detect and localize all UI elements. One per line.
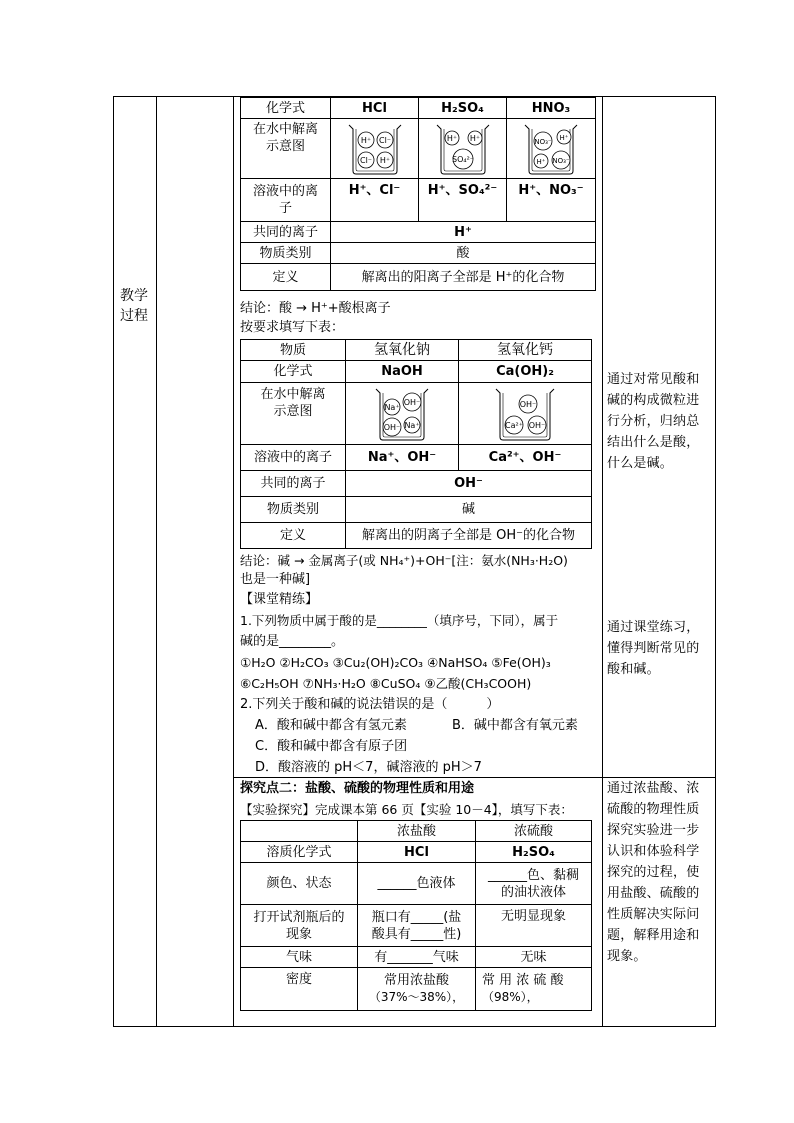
props-density-label: 密度 [241, 968, 358, 1011]
base-diagram-label-l1: 在水中解离 [260, 387, 326, 402]
beaker-hno3-icon [521, 121, 581, 177]
acid-diagram-label-l1: 在水中解离 [252, 122, 318, 137]
section-label-line2: 过程 [120, 308, 148, 324]
note-3 [607, 778, 699, 967]
props-header-h2so4: 浓硫酸 [476, 821, 592, 842]
practice-q1-line2: 碱的是________。 [240, 634, 345, 649]
ion-label: H⁺ [446, 133, 457, 143]
ion-label: OH⁻ [383, 422, 401, 432]
acid-header-h2so4: H₂SO₄ [419, 98, 507, 119]
note-2 [607, 617, 699, 680]
props-smell-label: 气味 [241, 947, 358, 968]
acid-conclusion: 结论：酸 → H⁺+酸根离子 [240, 301, 391, 316]
beaker-naoh-icon [372, 385, 432, 443]
acid-header-hcl: HCl [331, 98, 419, 119]
base-ions-naoh: Na⁺、OH⁻ [346, 445, 459, 471]
acid-beaker-h2so4-cell [419, 119, 507, 179]
practice-q2: 2.下列关于酸和碱的说法错误的是（ ） [240, 697, 500, 712]
props-header-hcl: 浓盐酸 [358, 821, 476, 842]
acid-header-hno3: HNO₃ [507, 98, 596, 119]
acid-ions-label-l2: 子 [278, 201, 292, 216]
note-1-line: 行分析，归纳总 [607, 414, 700, 429]
fill-instruction: 按要求填写下表： [240, 320, 345, 335]
base-common-label: 共同的离子 [241, 471, 346, 497]
base-beaker-naoh-cell [346, 383, 459, 445]
acid-ions-label [241, 179, 331, 222]
ion-label: H⁺ [360, 135, 371, 145]
ion-label: Na⁺ [404, 420, 420, 430]
beaker-h2so4-icon [433, 121, 493, 177]
ion-label: H⁺ [379, 155, 390, 165]
ion-label: Ca²⁺ [505, 420, 523, 430]
ion-label: H⁺ [536, 157, 546, 166]
props-open-label [241, 905, 358, 947]
props-color-h2so4 [476, 863, 592, 905]
props-color-h2so4-l1: ______色、黏稠 [487, 867, 579, 883]
base-header-substance: 物质 [241, 340, 346, 361]
ion-label: H⁺ [559, 133, 569, 142]
practice-heading: 【课堂精练】 [240, 592, 319, 607]
acid-ions-hcl: H⁺、Cl⁻ [331, 179, 419, 222]
note-3-line: 题，解释用途和 [607, 928, 700, 943]
note-3-line: 硫酸的物理性质 [607, 802, 700, 817]
note-1-line: 什么是碱。 [607, 456, 674, 471]
ion-label: Na⁺ [384, 402, 400, 412]
acid-ions-h2so4: H⁺、SO₄²⁻ [419, 179, 507, 222]
explore-title: 探究点二：盐酸、硫酸的物理性质和用途 [240, 781, 475, 796]
props-open-hcl-l2: 酸具有_____性) [371, 926, 462, 942]
practice-q1-options-line1: ①H₂O ②H₂CO₃ ③Cu₂(OH)₂CO₃ ④NaHSO₄ ⑤Fe(OH)₃ [240, 655, 551, 670]
props-smell-h2so4: 无味 [476, 947, 592, 968]
ion-label: SO₄²⁻ [451, 154, 474, 164]
props-open-hcl-l1: 瓶口有_____(盐 [371, 909, 462, 925]
base-header-naoh: 氢氧化钠 [346, 340, 459, 361]
base-category-value: 碱 [346, 497, 592, 523]
base-conclusion-line1: 结论：碱 → 金属离子(或 NH₄⁺)+OH⁻[注：氨水(NH₃·H₂O) [240, 553, 568, 568]
practice-option-b: B．碱中都含有氧元素 [452, 718, 578, 733]
note-1-line: 通过对常见酸和 [607, 372, 700, 387]
acid-category-label: 物质类别 [241, 243, 331, 264]
note-3-line: 探究实验进一步 [607, 823, 700, 838]
note-1-line: 结出什么是酸， [607, 435, 700, 450]
acid-beaker-hno3-cell [507, 119, 596, 179]
ion-label: NO₃⁻ [534, 137, 552, 146]
ion-label: Cl⁻ [359, 155, 372, 165]
props-solute-label: 溶质化学式 [241, 842, 358, 863]
props-smell-hcl: 有_______气味 [358, 947, 476, 968]
beaker-hcl-icon [345, 121, 405, 177]
base-definition-value: 解离出的阴离子全部是 OH⁻的化合物 [346, 523, 592, 549]
practice-option-c: C．酸和碱中都含有原子团 [255, 739, 408, 754]
props-color-h2so4-l2: 的油状液体 [500, 884, 566, 900]
acid-ions-hno3: H⁺、NO₃⁻ [507, 179, 596, 222]
practice-q1-options-line2: ⑥C₂H₅OH ⑦NH₃·H₂O ⑧CuSO₄ ⑨乙酸(CH₃COOH) [240, 676, 532, 691]
note-3-line: 认识和体验科学 [607, 844, 700, 859]
base-ions-caoh2: Ca²⁺、OH⁻ [459, 445, 592, 471]
props-density-h2so4 [476, 968, 592, 1011]
acid-header-formula: 化学式 [241, 98, 331, 119]
props-density-hcl [358, 968, 476, 1011]
props-color-hcl: ______色液体 [358, 863, 476, 905]
acid-diagram-label [241, 119, 331, 179]
props-solute-hcl: HCl [358, 842, 476, 863]
acid-ions-label-l1: 溶液中的离 [252, 184, 318, 199]
props-density-h2so4-l1: 常 用 浓 硫 酸 [482, 973, 564, 988]
base-ions-label: 溶液中的离子 [241, 445, 346, 471]
props-header-empty [241, 821, 358, 842]
note-3-line: 用盐酸、硫酸的 [607, 886, 700, 901]
note-2-line: 通过课堂练习， [607, 620, 700, 635]
props-density-h2so4-l2: （98%）， [482, 990, 539, 1004]
explore-instruction: 【实验探究】完成课本第 66 页【实验 10－4】，填写下表： [240, 802, 573, 817]
acid-common-value: H⁺ [331, 222, 596, 243]
note-1 [607, 369, 699, 474]
ion-label: OH⁻ [519, 399, 537, 409]
props-open-label-l1: 打开试剂瓶后的 [253, 909, 345, 925]
base-conclusion-line2: 也是一种碱] [240, 572, 311, 587]
base-table [240, 339, 592, 549]
note-3-line: 现象。 [607, 949, 647, 964]
practice-option-d: D．酸溶液的 pH＜7，碱溶液的 pH＞7 [255, 760, 482, 775]
note-3-line: 探究的过程，使 [607, 865, 700, 880]
props-density-hcl-l2: （37%～38%）， [368, 990, 465, 1004]
note-2-line: 懂得判断常见的 [607, 641, 700, 656]
ion-label: NO₃⁻ [552, 156, 570, 165]
acid-diagram-label-l2: 示意图 [265, 139, 305, 154]
base-diagram-label [241, 383, 346, 445]
props-open-h2so4: 无明显现象 [476, 905, 592, 947]
acid-table [240, 97, 596, 291]
base-definition-label: 定义 [241, 523, 346, 549]
base-formula-label: 化学式 [241, 361, 346, 383]
props-solute-h2so4: H₂SO₄ [476, 842, 592, 863]
base-beaker-caoh2-cell [459, 383, 592, 445]
props-open-hcl [358, 905, 476, 947]
props-open-label-l2: 现象 [285, 926, 312, 942]
practice-q1-line1: 1.下列物质中属于酸的是________（填序号，下同），属于 [240, 613, 559, 628]
ion-label: Cl⁻ [378, 135, 391, 145]
note-3-line: 性质解决实际问 [607, 907, 700, 922]
props-density-hcl-l1: 常用浓盐酸 [383, 973, 449, 988]
practice-option-a: A．酸和碱中都含有氢元素 [255, 718, 407, 733]
ion-label: H⁺ [469, 133, 480, 143]
beaker-caoh2-icon [492, 385, 558, 443]
acid-category-value: 酸 [331, 243, 596, 264]
note-1-line: 碱的构成微粒进 [607, 393, 700, 408]
base-common-value: OH⁻ [346, 471, 592, 497]
ion-label: OH⁻ [528, 420, 546, 430]
acid-definition-value: 解离出的阳离子全部是 H⁺的化合物 [331, 264, 596, 291]
base-formula-caoh2: Ca(OH)₂ [459, 361, 592, 383]
note-3-line: 通过浓盐酸、浓 [607, 781, 700, 796]
props-color-label: 颜色、状态 [241, 863, 358, 905]
acid-beaker-hcl-cell [331, 119, 419, 179]
acid-common-label: 共同的离子 [241, 222, 331, 243]
acid-definition-label: 定义 [241, 264, 331, 291]
section-label-line1: 教学 [120, 288, 148, 304]
base-diagram-label-l2: 示意图 [273, 404, 313, 419]
acid-properties-table [240, 820, 592, 1011]
ion-label: OH⁻ [403, 397, 421, 407]
base-header-caoh2: 氢氧化钙 [459, 340, 592, 361]
base-category-label: 物质类别 [241, 497, 346, 523]
base-formula-naoh: NaOH [346, 361, 459, 383]
note-2-line: 酸和碱。 [607, 662, 660, 677]
